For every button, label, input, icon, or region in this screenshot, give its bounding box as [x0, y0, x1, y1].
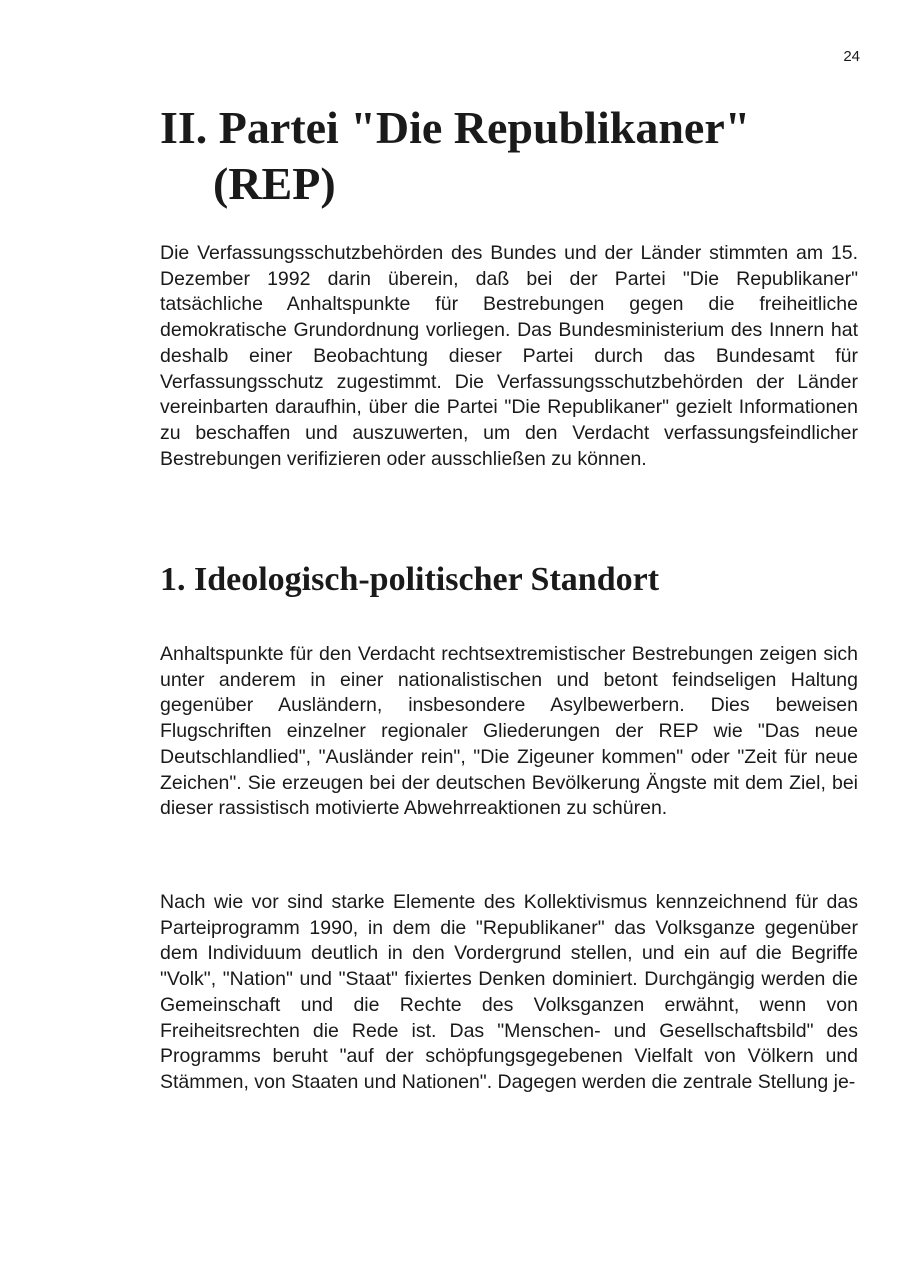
- section-title: 1. Ideologisch-politischer Standort: [160, 561, 660, 598]
- chapter-title-line2: (REP): [213, 158, 336, 209]
- page-number: 24: [843, 48, 860, 65]
- paragraph-intro: Die Verfassungsschutzbehörden des Bundes und der Länder stimmten am 15. Dezember 1992 darin überein, daß bei der Partei "Die Republikaner" tatsächliche Anhaltspunkte für Bestrebungen gegen die freiheitliche demokratische Grundordnung vorliegen. Das Bundesministerium des Innern hat deshalb einer Beobachtung dieser Partei durch das Bundesamt für Verfassungsschutz zugestimmt. Die Verfassungsschutzbehörden der Länder vereinbarten daraufhin, über die Partei "Die Republikaner" gezielt Informationen zu beschaffen und auszuwerten, um den Verdacht verfassungsfeindlicher Bestrebungen verifizieren oder ausschließen zu können.: [160, 242, 858, 470]
- paragraph-kollektivismus: Nach wie vor sind starke Elemente des Kollektivismus kennzeichnend für das Parteiprogramm 1990, in dem die "Republikaner" das Volksganze gegenüber dem Individuum deutlich in den Vordergrund stellen, und ein auf die Begriffe "Volk", "Nation" und "Staat" fixiertes Denken dominiert. Durchgängig werden die Gemeinschaft und die Rechte des Volksganzen erwähnt, wenn von Freiheitsrechten die Rede ist. Das "Menschen- und Gesellschaftsbild" des Programms beruht "auf der schöpfungsgegebenen Vielfalt von Völkern und Stämmen, von Staaten und Nationen". Dagegen werden die zentrale Stellung je-: [160, 891, 858, 1093]
- paragraph-anhaltspunkte: Anhaltspunkte für den Verdacht rechtsextremistischer Bestrebungen zeigen sich unter anderem in einer nationalistischen und betont feindseligen Haltung gegenüber Ausländern, insbesondere Asylbewerbern. Dies beweisen Flugschriften einzelner regionaler Gliederungen der REP wie "Das neue Deutschlandlied", "Ausländer rein", "Die Zigeuner kommen" oder "Zeit für neue Zeichen". Sie erzeugen bei der deutschen Bevölkerung Ängste mit dem Ziel, bei dieser rassistisch motivierte Abwehrreaktionen zu schüren.: [160, 643, 858, 820]
- chapter-title: [160, 100, 840, 212]
- chapter-title-line1: II. Partei "Die Republikaner": [160, 102, 751, 153]
